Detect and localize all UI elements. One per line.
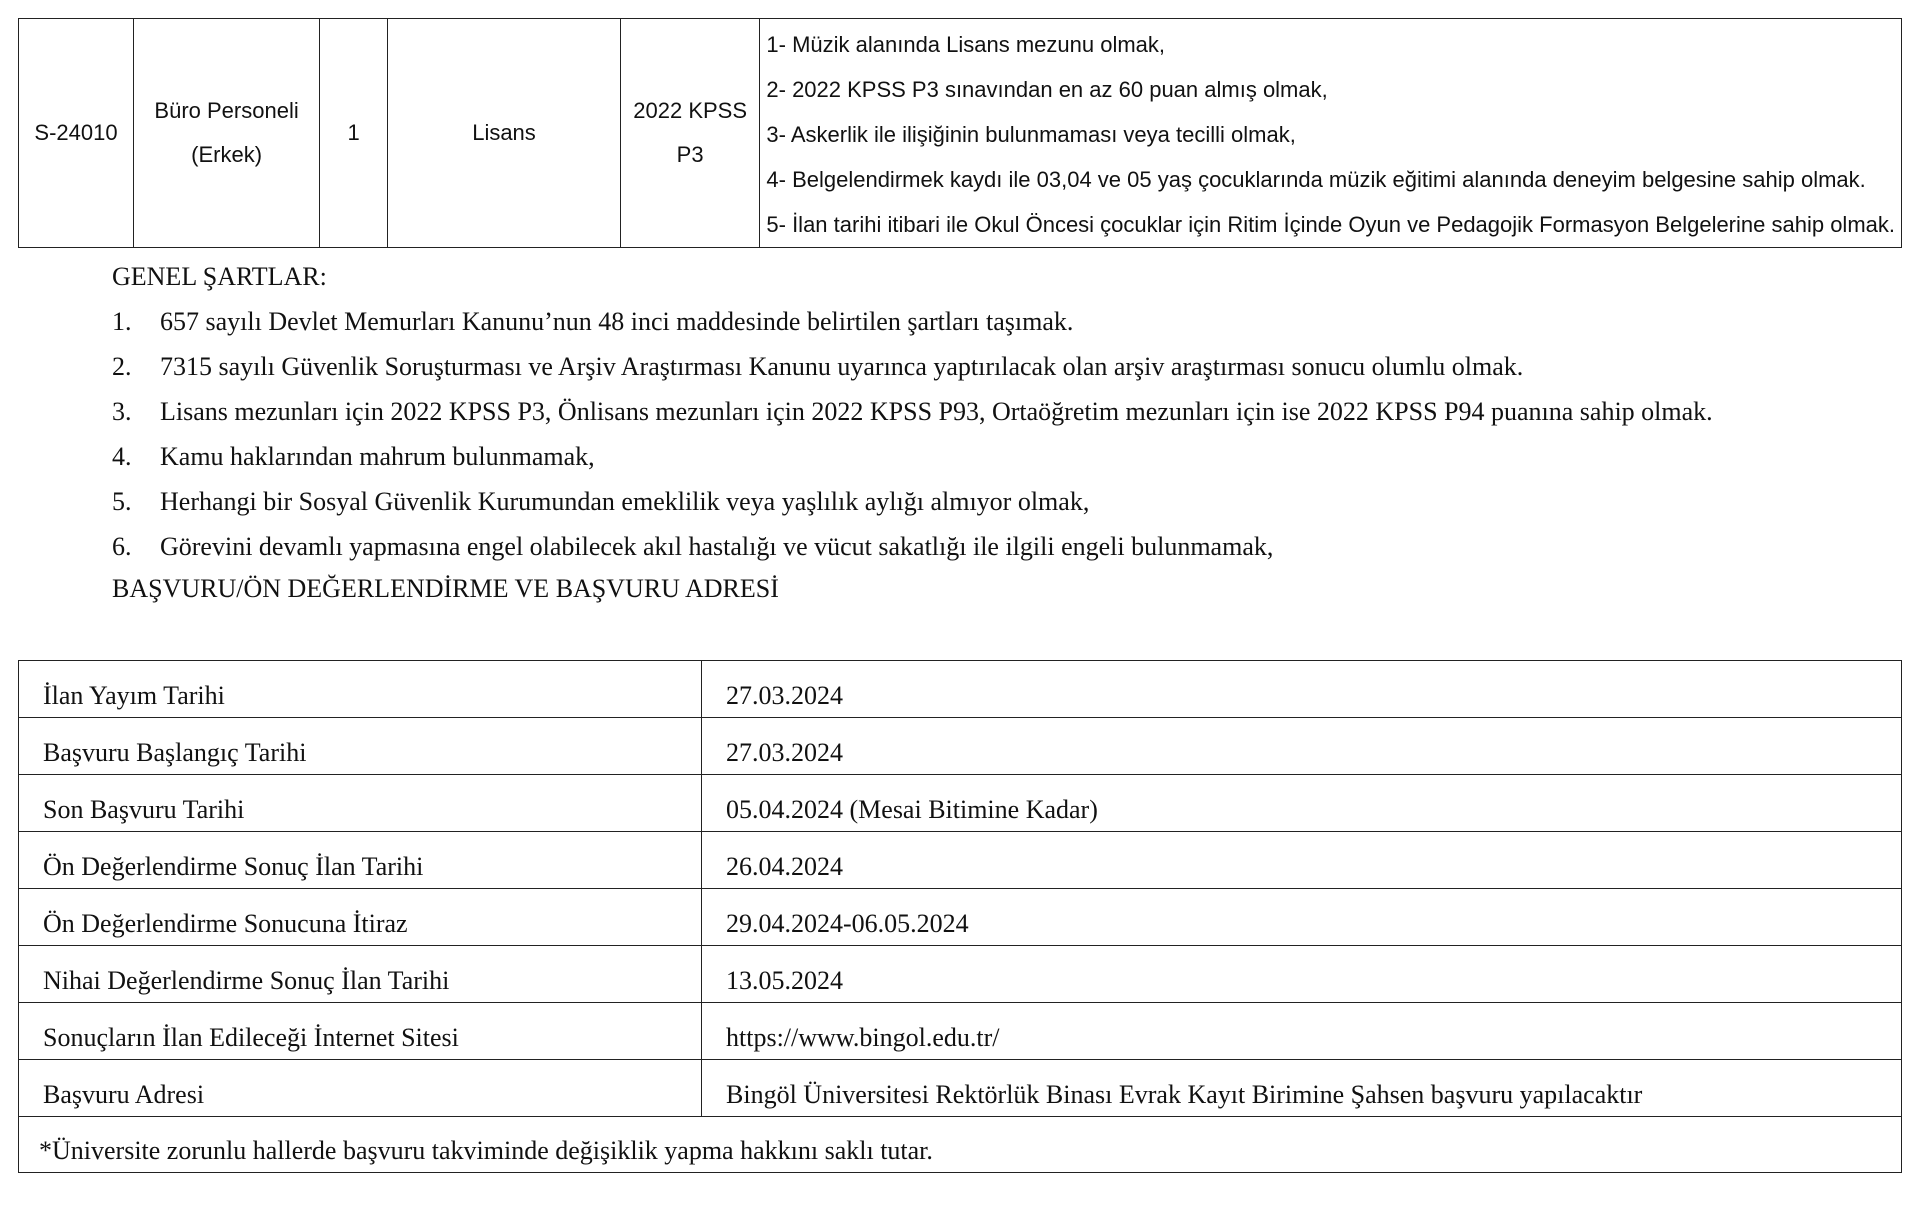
schedule-label: Başvuru Adresi (19, 1060, 702, 1117)
general-item (18, 524, 1902, 569)
requirement-item: 2- 2022 KPSS P3 sınavından en az 60 puan almış olmak, (766, 77, 1328, 102)
application-heading: BAŞVURU/ÖN DEĞERLENDİRME VE BAŞVURU ADRESİ (112, 574, 779, 603)
schedule-value: 27.03.2024 (702, 718, 1902, 775)
schedule-label: Başvuru Başlangıç Tarihi (19, 718, 702, 775)
schedule-label: Nihai Değerlendirme Sonuç İlan Tarihi (19, 946, 702, 1003)
schedule-value: Bingöl Üniversitesi Rektörlük Binası Evrak Kayıt Birimine Şahsen başvuru yapılacaktır (702, 1060, 1902, 1117)
general-item-text: 657 sayılı Devlet Memurları Kanunu’nun 48 inci maddesinde belirtilen şartları taşımak. (160, 307, 1074, 336)
general-item-text: Herhangi bir Sosyal Güvenlik Kurumundan emeklilik veya yaşlılık aylığı almıyor olmak, (160, 487, 1090, 516)
position-row (19, 19, 1902, 248)
general-item (18, 344, 1902, 389)
schedule-row (19, 1060, 1902, 1117)
schedule-label: Sonuçların İlan Edileceği İnternet Sitesi (19, 1003, 702, 1060)
requirement-item: 5- İlan tarihi itibari ile Okul Öncesi çocuklar için Ritim İçinde Oyun ve Pedagojik Formasyon Belgelerine sahip olmak. (766, 212, 1895, 237)
schedule-value: 29.04.2024-06.05.2024 (702, 889, 1902, 946)
general-item-number: 6. (112, 532, 132, 561)
requirement-item: 3- Askerlik ile ilişiğinin bulunmaması veya tecilli olmak, (766, 122, 1296, 147)
position-code: S-24010 (19, 19, 134, 248)
schedule-row (19, 661, 1902, 718)
general-heading: GENEL ŞARTLAR: (112, 262, 327, 291)
schedule-row (19, 775, 1902, 832)
schedule-row (19, 946, 1902, 1003)
schedule-row (19, 718, 1902, 775)
website-link[interactable]: https://www.bingol.edu.tr/ (702, 1003, 1902, 1060)
schedule-row (19, 1003, 1902, 1060)
general-conditions (18, 254, 1902, 609)
general-item-number: 5. (112, 487, 132, 516)
position-exam-line2: P3 (676, 142, 704, 167)
position-title-line1: Büro Personeli (154, 98, 299, 123)
general-item-number: 2. (112, 352, 132, 381)
schedule-row (19, 832, 1902, 889)
requirement-item: 1- Müzik alanında Lisans mezunu olmak, (766, 32, 1166, 57)
schedule-value: 26.04.2024 (702, 832, 1902, 889)
schedule-note-row (19, 1117, 1902, 1173)
schedule-note: *Üniversite zorunlu hallerde başvuru takviminde değişiklik yapma hakkını saklı tutar. (19, 1117, 1902, 1173)
schedule-label: Ön Değerlendirme Sonuç İlan Tarihi (19, 832, 702, 889)
general-item (18, 434, 1902, 479)
general-item (18, 389, 1902, 434)
general-item-number: 3. (112, 397, 132, 426)
general-item-text: Kamu haklarından mahrum bulunmamak, (160, 442, 595, 471)
position-requirements (760, 19, 1902, 248)
position-count: 1 (320, 19, 388, 248)
general-item-number: 4. (112, 442, 132, 471)
schedule-label: İlan Yayım Tarihi (19, 661, 702, 718)
general-item-text: Görevini devamlı yapmasına engel olabilecek akıl hastalığı ve vücut sakatlığı ile ilgili engeli bulunmamak, (160, 532, 1274, 561)
schedule-value: 27.03.2024 (702, 661, 1902, 718)
schedule-label: Ön Değerlendirme Sonucuna İtiraz (19, 889, 702, 946)
schedule-value: 05.04.2024 (Mesai Bitimine Kadar) (702, 775, 1902, 832)
position-title (133, 19, 319, 248)
position-education: Lisans (388, 19, 621, 248)
general-item-number: 1. (112, 307, 132, 336)
position-table (18, 18, 1902, 248)
schedule-row (19, 889, 1902, 946)
schedule-label: Son Başvuru Tarihi (19, 775, 702, 832)
application-schedule-table (18, 660, 1902, 1173)
general-item (18, 299, 1902, 344)
general-item-text: Lisans mezunları için 2022 KPSS P3, Önlisans mezunları için 2022 KPSS P93, Ortaöğretim mezunları için ise 2022 KPSS P94 puanına sahip olmak. (160, 397, 1713, 426)
schedule-value: 13.05.2024 (702, 946, 1902, 1003)
general-item (18, 479, 1902, 524)
position-exam (620, 19, 760, 248)
requirement-item: 4- Belgelendirmek kaydı ile 03,04 ve 05 yaş çocuklarında müzik eğitimi alanında deneyim belgesine sahip olmak. (766, 167, 1866, 192)
general-item-text: 7315 sayılı Güvenlik Soruşturması ve Arşiv Araştırması Kanunu uyarınca yaptırılacak olan arşiv araştırması sonucu olumlu olmak. (160, 352, 1524, 381)
position-exam-line1: 2022 KPSS (633, 98, 748, 123)
position-title-line2: (Erkek) (191, 142, 263, 167)
